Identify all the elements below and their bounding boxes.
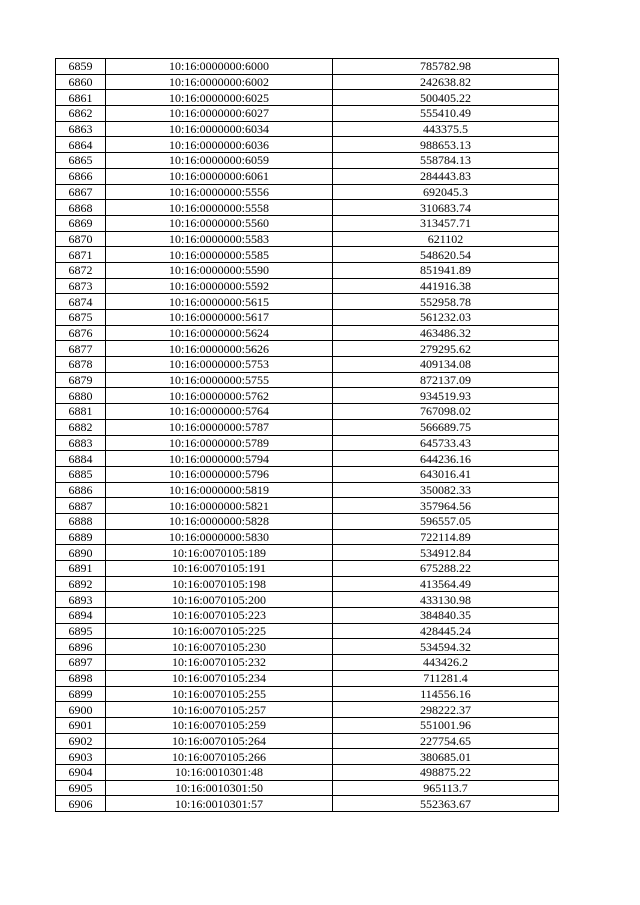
cadastral-number-cell: 10:16:0000000:6000 [106,59,333,75]
table-row [56,796,559,812]
table-row [56,74,559,90]
table-row [56,325,559,341]
table-row [56,561,559,577]
value-cell: 644236.16 [333,451,559,467]
row-number-cell: 6900 [56,702,106,718]
table-row [56,357,559,373]
table-row [56,670,559,686]
value-cell: 443375.5 [333,121,559,137]
row-number-cell: 6896 [56,639,106,655]
table-row [56,231,559,247]
cadastral-number-cell: 10:16:0000000:6059 [106,153,333,169]
cadastral-number-cell: 10:16:0000000:5819 [106,482,333,498]
row-number-cell: 6867 [56,184,106,200]
value-cell: 722114.89 [333,529,559,545]
row-number-cell: 6893 [56,592,106,608]
value-cell: 313457.71 [333,215,559,231]
row-number-cell: 6880 [56,388,106,404]
table-row [56,278,559,294]
value-cell: 534912.84 [333,545,559,561]
value-cell: 548620.54 [333,247,559,263]
cadastral-number-cell: 10:16:0000000:5558 [106,200,333,216]
table-row [56,419,559,435]
cadastral-number-cell: 10:16:0000000:6061 [106,168,333,184]
table-row [56,639,559,655]
cadastral-number-cell: 10:16:0000000:5556 [106,184,333,200]
value-cell: 114556.16 [333,686,559,702]
table-row [56,717,559,733]
table-row [56,529,559,545]
cadastral-number-cell: 10:16:0010301:48 [106,764,333,780]
cadastral-number-cell: 10:16:0070105:189 [106,545,333,561]
cadastral-number-cell: 10:16:0000000:5828 [106,513,333,529]
row-number-cell: 6874 [56,294,106,310]
value-cell: 441916.38 [333,278,559,294]
value-cell: 934519.93 [333,388,559,404]
value-cell: 675288.22 [333,561,559,577]
row-number-cell: 6865 [56,153,106,169]
value-cell: 566689.75 [333,419,559,435]
cadastral-number-cell: 10:16:0000000:5624 [106,325,333,341]
row-number-cell: 6888 [56,513,106,529]
table-row [56,294,559,310]
row-number-cell: 6906 [56,796,106,812]
table-row [56,576,559,592]
row-number-cell: 6864 [56,137,106,153]
table-row [56,341,559,357]
row-number-cell: 6872 [56,262,106,278]
row-number-cell: 6890 [56,545,106,561]
cadastral-number-cell: 10:16:0010301:57 [106,796,333,812]
cadastral-number-cell: 10:16:0000000:5560 [106,215,333,231]
row-number-cell: 6886 [56,482,106,498]
table-row [56,247,559,263]
row-number-cell: 6873 [56,278,106,294]
cadastral-number-cell: 10:16:0070105:230 [106,639,333,655]
cadastral-number-cell: 10:16:0000000:5830 [106,529,333,545]
table-row [56,435,559,451]
value-cell: 357964.56 [333,498,559,514]
cadastral-number-cell: 10:16:0070105:264 [106,733,333,749]
row-number-cell: 6895 [56,623,106,639]
value-cell: 380685.01 [333,749,559,765]
cadastral-number-cell: 10:16:0000000:6027 [106,106,333,122]
value-cell: 692045.3 [333,184,559,200]
row-number-cell: 6877 [56,341,106,357]
table-row [56,153,559,169]
row-number-cell: 6882 [56,419,106,435]
row-number-cell: 6902 [56,733,106,749]
row-number-cell: 6862 [56,106,106,122]
row-number-cell: 6899 [56,686,106,702]
cadastral-number-cell: 10:16:0010301:50 [106,780,333,796]
row-number-cell: 6861 [56,90,106,106]
value-cell: 552958.78 [333,294,559,310]
cadastral-number-cell: 10:16:0000000:5794 [106,451,333,467]
value-cell: 498875.22 [333,764,559,780]
row-number-cell: 6869 [56,215,106,231]
value-cell: 433130.98 [333,592,559,608]
row-number-cell: 6863 [56,121,106,137]
cadastral-number-cell: 10:16:0070105:225 [106,623,333,639]
table-row [56,121,559,137]
value-cell: 298222.37 [333,702,559,718]
cadastral-number-cell: 10:16:0070105:198 [106,576,333,592]
row-number-cell: 6879 [56,372,106,388]
row-number-cell: 6889 [56,529,106,545]
table-row [56,623,559,639]
row-number-cell: 6894 [56,608,106,624]
value-cell: 279295.62 [333,341,559,357]
cadastral-number-cell: 10:16:0000000:5789 [106,435,333,451]
row-number-cell: 6876 [56,325,106,341]
value-cell: 463486.32 [333,325,559,341]
table-row [56,372,559,388]
table-row [56,137,559,153]
cadastral-number-cell: 10:16:0000000:5796 [106,466,333,482]
value-cell: 621102 [333,231,559,247]
cadastral-number-cell: 10:16:0070105:191 [106,561,333,577]
value-cell: 988653.13 [333,137,559,153]
value-cell: 561232.03 [333,310,559,326]
cadastral-number-cell: 10:16:0000000:5755 [106,372,333,388]
cadastral-number-cell: 10:16:0000000:5617 [106,310,333,326]
table-row [56,59,559,75]
row-number-cell: 6883 [56,435,106,451]
table-row [56,498,559,514]
table-row [56,513,559,529]
cadastral-number-cell: 10:16:0070105:266 [106,749,333,765]
cadastral-number-cell: 10:16:0070105:232 [106,655,333,671]
cadastral-number-cell: 10:16:0000000:5585 [106,247,333,263]
value-cell: 534594.32 [333,639,559,655]
table-row [56,466,559,482]
value-cell: 785782.98 [333,59,559,75]
cadastral-number-cell: 10:16:0000000:5592 [106,278,333,294]
cadastral-number-cell: 10:16:0070105:255 [106,686,333,702]
value-cell: 767098.02 [333,404,559,420]
table-row [56,655,559,671]
value-cell: 872137.09 [333,372,559,388]
value-cell: 227754.65 [333,733,559,749]
table-row [56,764,559,780]
value-cell: 350082.33 [333,482,559,498]
row-number-cell: 6885 [56,466,106,482]
value-cell: 555410.49 [333,106,559,122]
value-cell: 965113.7 [333,780,559,796]
table-row [56,388,559,404]
cadastral-number-cell: 10:16:0000000:5787 [106,419,333,435]
row-number-cell: 6903 [56,749,106,765]
value-cell: 428445.24 [333,623,559,639]
table-row [56,733,559,749]
row-number-cell: 6875 [56,310,106,326]
table-row [56,168,559,184]
table-row [56,608,559,624]
table-row [56,592,559,608]
table-row [56,106,559,122]
row-number-cell: 6898 [56,670,106,686]
table-row [56,749,559,765]
row-number-cell: 6901 [56,717,106,733]
table-row [56,686,559,702]
table-row [56,780,559,796]
table-row [56,702,559,718]
value-cell: 310683.74 [333,200,559,216]
value-cell: 711281.4 [333,670,559,686]
value-cell: 500405.22 [333,90,559,106]
value-cell: 596557.05 [333,513,559,529]
cadastral-number-cell: 10:16:0070105:223 [106,608,333,624]
table-row [56,482,559,498]
cadastral-number-cell: 10:16:0000000:6034 [106,121,333,137]
value-cell: 551001.96 [333,717,559,733]
row-number-cell: 6859 [56,59,106,75]
row-number-cell: 6881 [56,404,106,420]
value-cell: 413564.49 [333,576,559,592]
row-number-cell: 6905 [56,780,106,796]
table-row [56,545,559,561]
row-number-cell: 6897 [56,655,106,671]
value-cell: 284443.83 [333,168,559,184]
value-cell: 558784.13 [333,153,559,169]
cadastral-number-cell: 10:16:0000000:5753 [106,357,333,373]
cadastral-number-cell: 10:16:0070105:234 [106,670,333,686]
cadastral-number-cell: 10:16:0070105:200 [106,592,333,608]
cadastral-number-cell: 10:16:0000000:5583 [106,231,333,247]
row-number-cell: 6884 [56,451,106,467]
row-number-cell: 6887 [56,498,106,514]
row-number-cell: 6904 [56,764,106,780]
value-cell: 443426.2 [333,655,559,671]
value-cell: 242638.82 [333,74,559,90]
cadastral-number-cell: 10:16:0000000:6002 [106,74,333,90]
value-cell: 851941.89 [333,262,559,278]
cadastral-number-cell: 10:16:0000000:5821 [106,498,333,514]
table-row [56,200,559,216]
row-number-cell: 6866 [56,168,106,184]
value-cell: 643016.41 [333,466,559,482]
row-number-cell: 6891 [56,561,106,577]
row-number-cell: 6878 [56,357,106,373]
table-row [56,90,559,106]
value-cell: 409134.08 [333,357,559,373]
row-number-cell: 6892 [56,576,106,592]
table-row [56,451,559,467]
cadastral-number-cell: 10:16:0070105:259 [106,717,333,733]
table-row [56,262,559,278]
table-row [56,184,559,200]
value-cell: 384840.35 [333,608,559,624]
cadastral-number-cell: 10:16:0000000:6036 [106,137,333,153]
cadastral-number-cell: 10:16:0000000:6025 [106,90,333,106]
cadastral-number-cell: 10:16:0000000:5764 [106,404,333,420]
row-number-cell: 6868 [56,200,106,216]
cadastral-number-cell: 10:16:0070105:257 [106,702,333,718]
table-body [56,59,559,812]
cadastral-number-cell: 10:16:0000000:5615 [106,294,333,310]
table-row [56,404,559,420]
table-row [56,310,559,326]
cadastral-number-cell: 10:16:0000000:5590 [106,262,333,278]
cadastral-number-cell: 10:16:0000000:5762 [106,388,333,404]
row-number-cell: 6871 [56,247,106,263]
value-cell: 552363.67 [333,796,559,812]
cadastral-number-cell: 10:16:0000000:5626 [106,341,333,357]
table-row [56,215,559,231]
row-number-cell: 6870 [56,231,106,247]
row-number-cell: 6860 [56,74,106,90]
cadastral-value-table [55,58,559,812]
value-cell: 645733.43 [333,435,559,451]
